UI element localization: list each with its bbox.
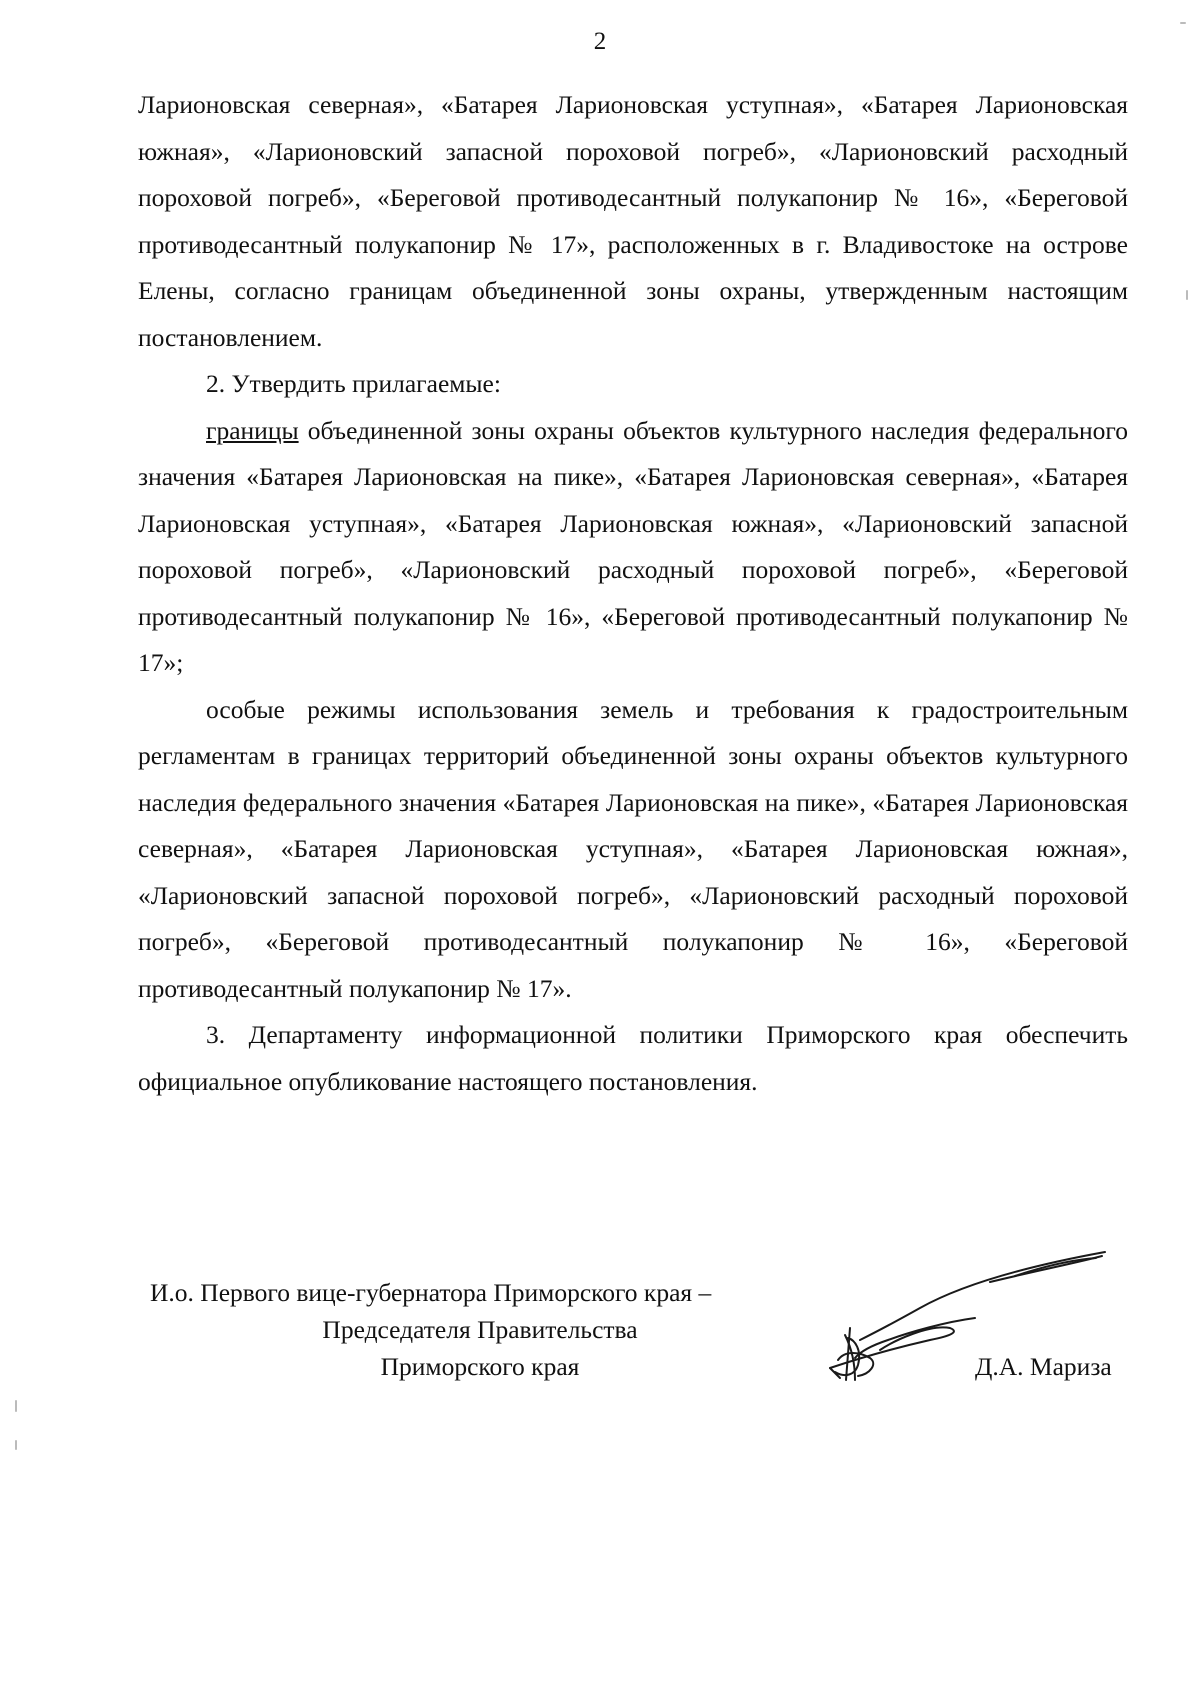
scan-artifact <box>1186 290 1188 300</box>
paragraph-special-regimes: особые режимы использования земель и требования к градостроительным регламентам в границах территорий объединенной зоны охраны объектов культурного наследия федерального значения «Батарея Ларионовская на пике», «Батарея Ларионовская северная», «Батарея Ларионовская уступная», «Батарея Ларионовская южная», «Ларионовский запасной пороховой погреб», «Ларионовский расходный пороховой погреб», «Береговой противодесантный полукапонир № 16», «Береговой противодесантный полукапонир № 17». <box>138 694 1128 1003</box>
paragraph-continuation: Ларионовская северная», «Батарея Ларионовская уступная», «Батарея Ларионовская южная», «Ларионовский запасной пороховой погреб», «Ларионовский расходный пороховой погреб», «Береговой противодесантный полукапонир № 16», «Береговой противодесантный полукапонир № 17», расположенных в г. Владивостоке на острове Елены, согласно границам объединенной зоны охраны, утвержденным настоящим постановлением. <box>138 90 1128 352</box>
signatory-position <box>150 1274 810 1385</box>
scan-artifact <box>1180 22 1186 24</box>
scan-artifact <box>15 1400 17 1412</box>
boundaries-text: объединенной зоны охраны объектов культурного наследия федерального значения «Батарея Ларионовская на пике», «Батарея Ларионовская северная», «Батарея Ларионовская уступная», «Батарея Ларионовская южная», «Ларионовский запасной пороховой погреб», «Ларионовский расходный пороховой погреб», «Береговой противодесантный полукапонир № 16», «Береговой противодесантный полукапонир № 17»; <box>138 415 1128 677</box>
signatory-position-line-2: Председателя Правительства <box>322 1315 638 1344</box>
boundaries-link[interactable]: границы <box>206 415 299 445</box>
paragraph-publication: 3. Департаменту информационной политики Приморского края обеспечить официальное опубликование настоящего постановления. <box>138 1020 1128 1096</box>
signatory-position-line-3: Приморского края <box>380 1352 580 1381</box>
signatory-name: Д.А. Мариза <box>975 1352 1112 1381</box>
paragraph-approve-heading: 2. Утвердить прилагаемые: <box>206 369 501 398</box>
document-body <box>138 82 1128 1105</box>
paragraph-boundaries <box>138 408 1128 687</box>
signatory-position-line-1: И.о. Первого вице-губернатора Приморского края – <box>150 1278 712 1307</box>
page-number: 2 <box>593 28 607 55</box>
scan-artifact <box>15 1440 17 1450</box>
